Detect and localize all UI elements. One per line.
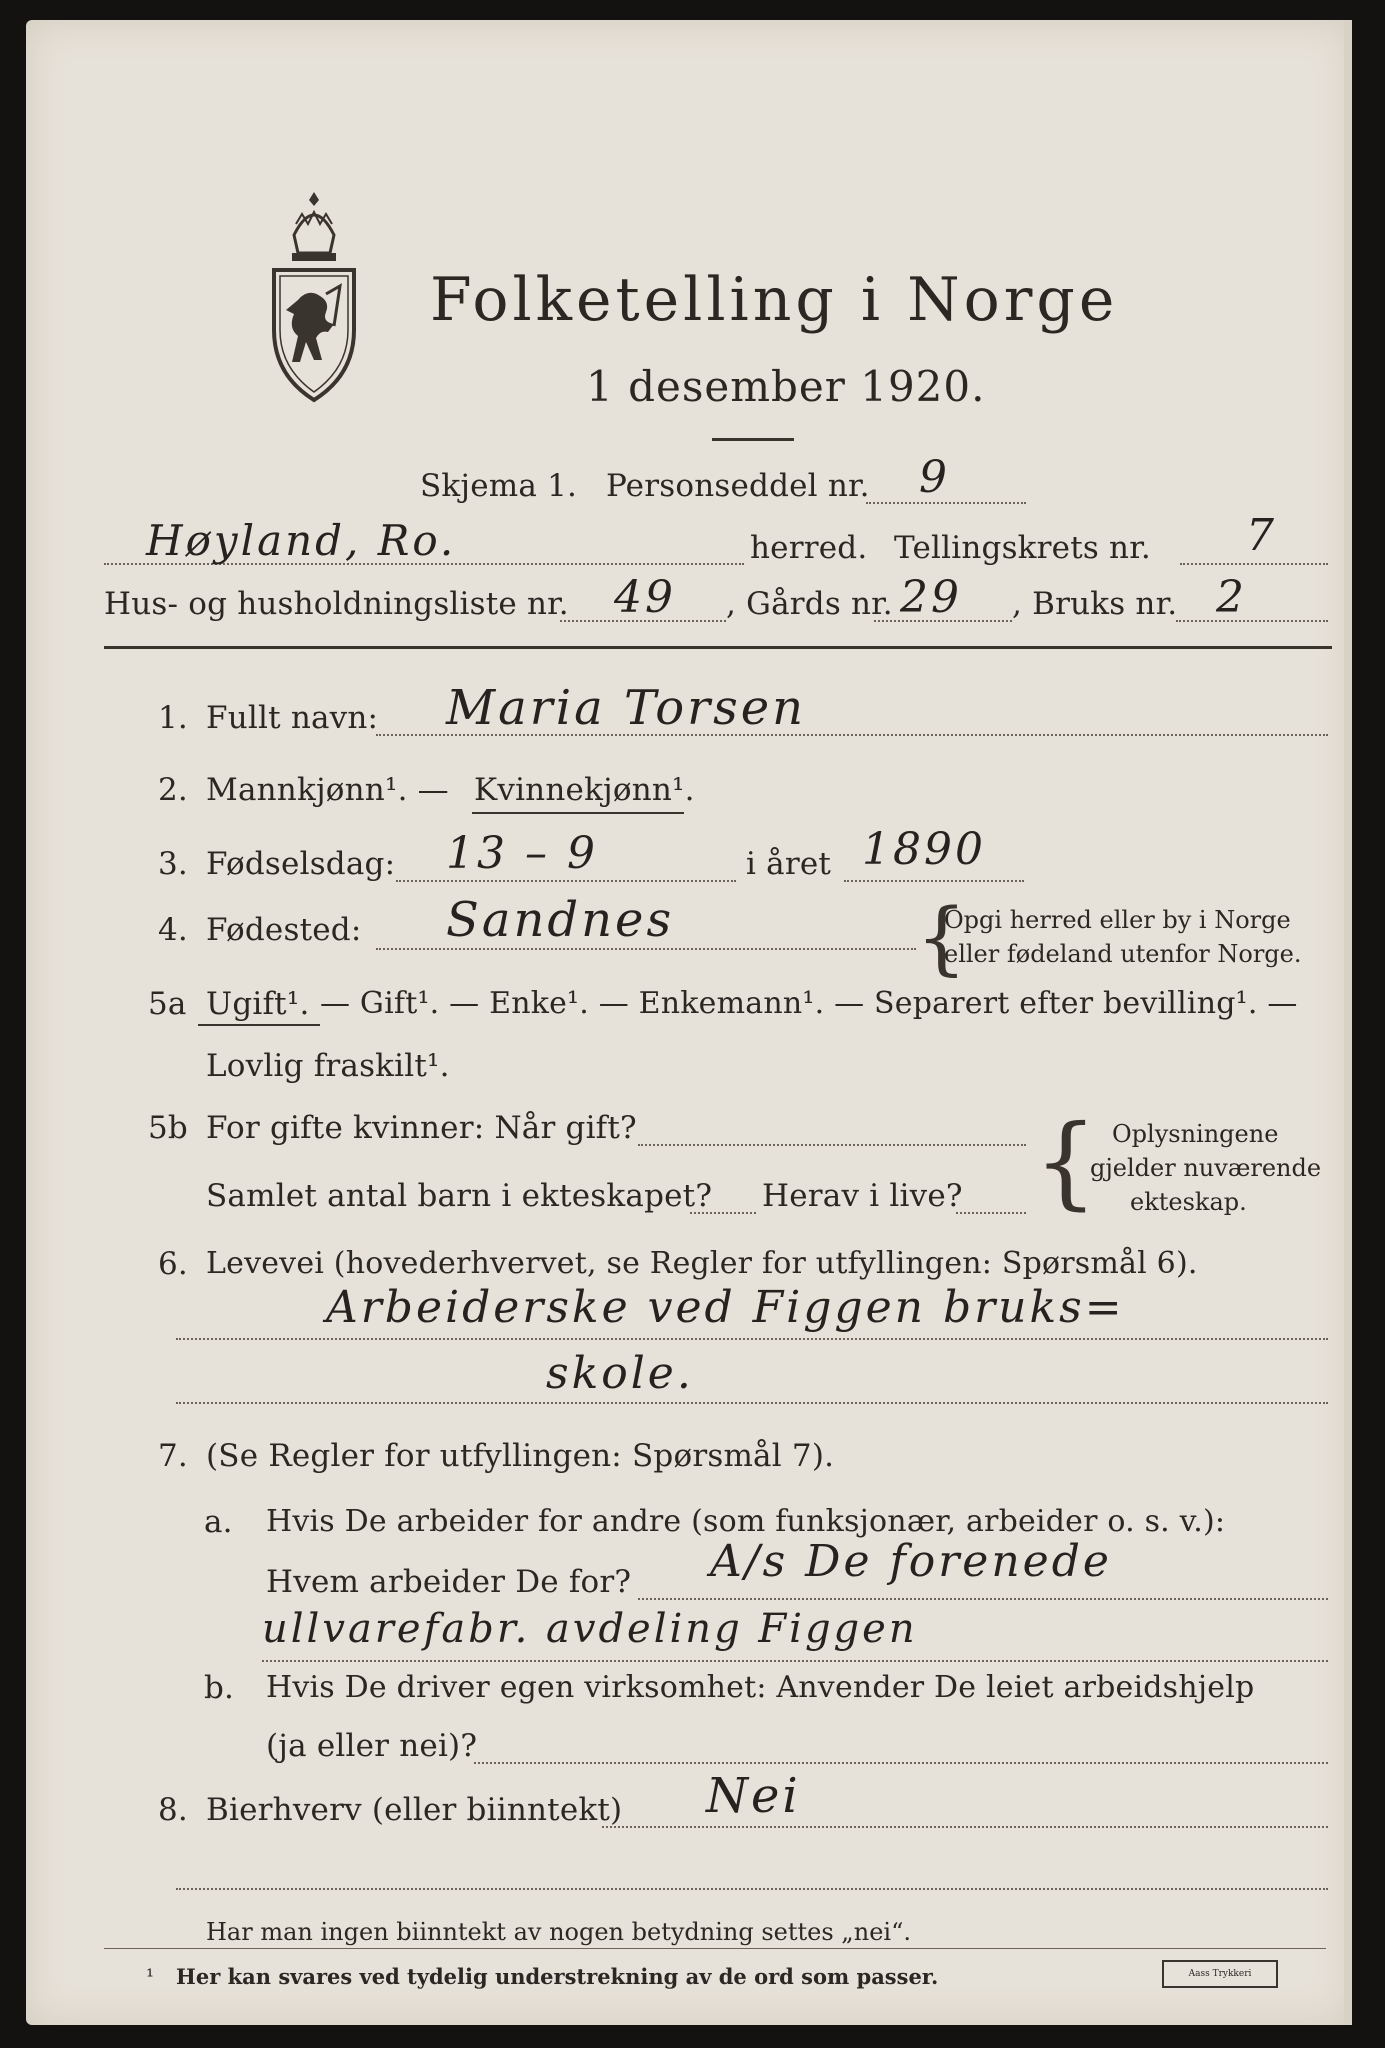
q5b-brace: { bbox=[1034, 1103, 1098, 1220]
q8-label: Bierhverv (eller biinntekt) bbox=[206, 1792, 623, 1828]
q8-line-1 bbox=[602, 1826, 1328, 1828]
employer-value-1[interactable]: A/s De forenede bbox=[710, 1536, 1112, 1587]
tellingskrets-label: Tellingskrets nr. bbox=[894, 530, 1151, 566]
kvinnekjonn-option[interactable]: Kvinnekjønn¹. bbox=[474, 772, 695, 808]
footer-note: Har man ingen biinntekt av nogen betydning settes „nei“. bbox=[206, 1918, 911, 1946]
q7b-line bbox=[474, 1762, 1328, 1764]
footnote-text: Her kan svares ved tydelig understrekning av de ord som passer. bbox=[176, 1964, 939, 1989]
q3-line bbox=[396, 880, 736, 882]
q5b-when-line bbox=[638, 1144, 1026, 1146]
q3-number: 3. bbox=[158, 846, 188, 882]
title-divider bbox=[712, 438, 794, 441]
q5a-number: 5a bbox=[148, 986, 187, 1022]
skjema-label: Skjema 1. bbox=[420, 468, 578, 504]
q2-number: 2. bbox=[158, 772, 188, 808]
bruks-line bbox=[1176, 620, 1328, 622]
census-form bbox=[26, 20, 1352, 2025]
lovlig-fraskilt-option[interactable]: Lovlig fraskilt¹. bbox=[206, 1048, 450, 1084]
aaret-line bbox=[844, 880, 1024, 882]
coat-of-arms-icon bbox=[264, 190, 364, 410]
ugift-underline bbox=[198, 1024, 320, 1026]
form-title: Folketelling i Norge bbox=[430, 265, 1119, 335]
aaret-label: i året bbox=[746, 846, 832, 882]
q7a-mark: a. bbox=[204, 1504, 233, 1540]
tellingskrets-value[interactable]: 7 bbox=[1246, 510, 1277, 561]
q3-label: Fødselsdag: bbox=[206, 846, 396, 882]
hus-label: Hus- og husholdningsliste nr. bbox=[104, 586, 569, 622]
q5b-note-2: gjelder nuværende bbox=[1090, 1154, 1322, 1182]
herred-label: herred. bbox=[750, 530, 868, 566]
mannkjonn-option[interactable]: Mannkjønn¹. — bbox=[206, 772, 449, 808]
marital-options[interactable]: — Gift¹. — Enke¹. — Enkemann¹. — Separert efter bevilling¹. — bbox=[320, 986, 1298, 1021]
binding-edge bbox=[1344, 20, 1352, 2025]
q5b-when-married-label: For gifte kvinner: Når gift? bbox=[206, 1110, 637, 1146]
q4-note-1: Opgi herred eller by i Norge bbox=[944, 906, 1291, 934]
header-separator bbox=[104, 646, 1332, 649]
birthplace-value[interactable]: Sandnes bbox=[446, 892, 675, 948]
q6-line-1 bbox=[176, 1338, 1328, 1340]
q8-line-2 bbox=[176, 1888, 1328, 1890]
q7a-line-2 bbox=[262, 1660, 1328, 1662]
q5b-number: 5b bbox=[148, 1110, 188, 1146]
gards-value[interactable]: 29 bbox=[900, 572, 962, 623]
tellingskrets-line bbox=[1180, 563, 1328, 565]
q6-number: 6. bbox=[158, 1246, 188, 1282]
ugift-option[interactable]: Ugift¹. bbox=[206, 986, 310, 1022]
gards-label: , Gårds nr. bbox=[726, 586, 893, 622]
kvinnekjonn-underline bbox=[472, 812, 684, 814]
birthyear-value[interactable]: 1890 bbox=[862, 824, 986, 875]
occupation-value-1[interactable]: Arbeiderske ved Figgen bruks= bbox=[326, 1282, 1125, 1333]
q7a-line-1 bbox=[638, 1598, 1328, 1600]
q5b-alive-label: Herav i live? bbox=[762, 1178, 963, 1214]
q7b-mark: b. bbox=[204, 1670, 235, 1706]
q7-label: (Se Regler for utfyllingen: Spørsmål 7). bbox=[206, 1438, 835, 1474]
footnote-mark: ¹ bbox=[146, 1964, 155, 1988]
footnote-divider bbox=[104, 1948, 1326, 1949]
side-income-value[interactable]: Nei bbox=[706, 1768, 801, 1824]
q5b-children-line bbox=[690, 1212, 756, 1214]
q7b-text: Hvis De driver egen virksomhet: Anvender De leiet arbeidshjelp bbox=[266, 1670, 1255, 1705]
q1-number: 1. bbox=[158, 700, 188, 736]
q7b-question: (ja eller nei)? bbox=[266, 1728, 478, 1764]
q7a-question: Hvem arbeider De for? bbox=[266, 1564, 632, 1600]
q5b-children-label: Samlet antal barn i ekteskapet? bbox=[206, 1178, 713, 1214]
employer-value-2[interactable]: ullvarefabr. avdeling Figgen bbox=[262, 1606, 918, 1652]
q4-brace: { bbox=[916, 891, 967, 984]
q4-line bbox=[376, 948, 916, 950]
full-name-value[interactable]: Maria Torsen bbox=[446, 680, 807, 736]
q4-label: Fødested: bbox=[206, 912, 362, 948]
q5b-alive-line bbox=[956, 1212, 1026, 1214]
q7-number: 7. bbox=[158, 1438, 188, 1474]
occupation-value-2[interactable]: skole. bbox=[546, 1348, 694, 1399]
q4-number: 4. bbox=[158, 912, 188, 948]
printer-stamp: Aass Trykkeri bbox=[1162, 1960, 1278, 1988]
hus-value[interactable]: 49 bbox=[614, 572, 676, 623]
personseddel-value[interactable]: 9 bbox=[919, 452, 950, 503]
bruks-value[interactable]: 2 bbox=[1216, 572, 1247, 623]
personseddel-label: Personseddel nr. bbox=[606, 468, 870, 504]
q5b-note-3: ekteskap. bbox=[1130, 1188, 1247, 1216]
census-date: 1 desember 1920. bbox=[586, 362, 986, 411]
q7a-text: Hvis De arbeider for andre (som funksjonær, arbeider o. s. v.): bbox=[266, 1504, 1226, 1539]
herred-value[interactable]: Høyland, Ro. bbox=[146, 516, 457, 565]
q6-line-2 bbox=[176, 1402, 1328, 1404]
q8-number: 8. bbox=[158, 1792, 188, 1828]
bruks-label: , Bruks nr. bbox=[1012, 586, 1178, 622]
birthdate-value[interactable]: 13 – 9 bbox=[446, 828, 598, 879]
q4-note-2: eller fødeland utenfor Norge. bbox=[944, 940, 1302, 968]
q5b-note-1: Oplysningene bbox=[1112, 1120, 1279, 1148]
q1-label: Fullt navn: bbox=[206, 700, 379, 736]
q6-label: Levevei (hovederhvervet, se Regler for utfyllingen: Spørsmål 6). bbox=[206, 1246, 1198, 1281]
